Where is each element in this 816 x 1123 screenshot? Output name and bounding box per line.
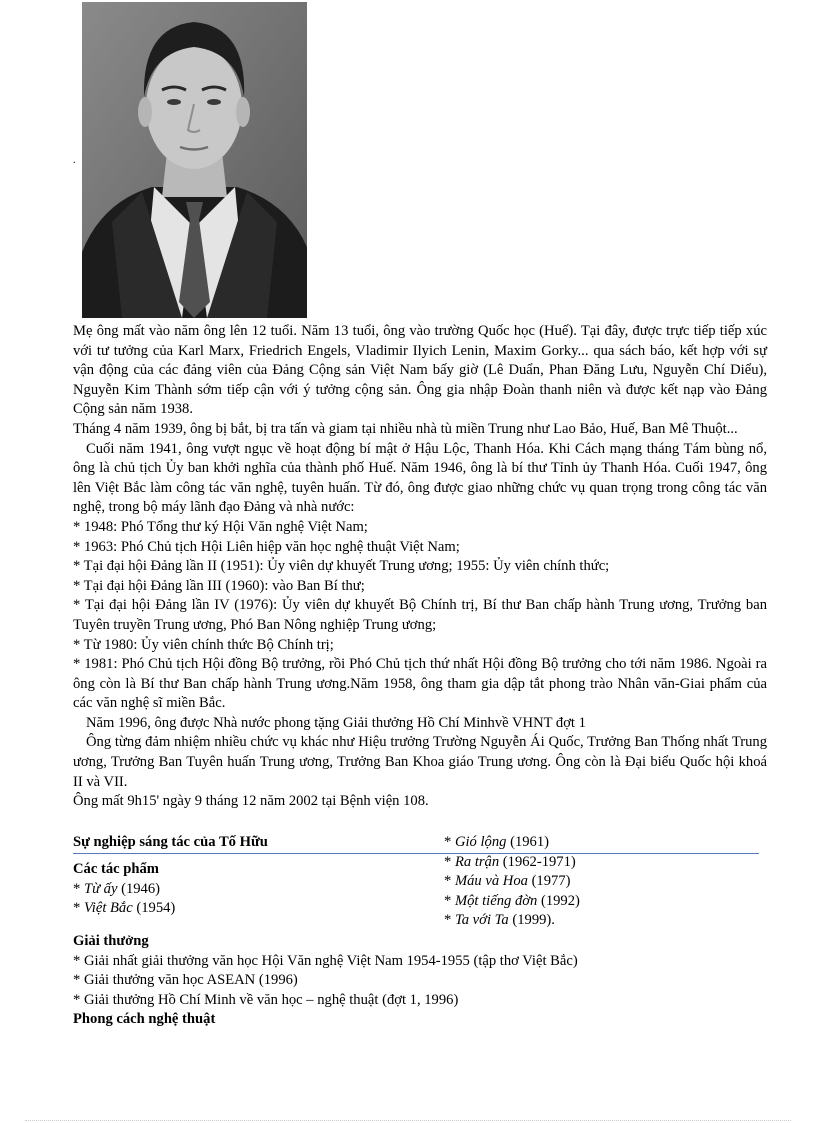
award-item: * Giải nhất giải thưởng văn học Hội Văn nghệ Việt Nam 1954-1955 (tập thơ Việt Bắc)	[73, 952, 578, 969]
list-item-1981: * 1981: Phó Chủ tịch Hội đồng Bộ trưởng, rồi Phó Chủ tịch thứ nhất Hội đồng Bộ trưởng cho tới năm 1986. Ngoài ra ông còn là Bí thư Ban chấp hành Trung ương.Năm 1958, ông tham gia dập tắt phong trào Nhân văn-Giai phẩm của các văn nghệ sĩ miền Bắc.	[73, 656, 767, 712]
list-item-congress-4: * Tại đại hội Đảng lần IV (1976): Ủy viên dự khuyết Bộ Chính trị, Bí thư Ban chấp hành Trung ương, Trưởng ban Tuyên truyền Trung ương, Phó Ban Nông nghiệp Trung ương;	[73, 597, 767, 633]
work-title: Việt Bắc	[83, 900, 133, 917]
portrait-photo	[82, 2, 307, 318]
awards-heading: Giải thưởng	[73, 933, 149, 949]
work-title: Một tiếng đờn	[454, 892, 538, 909]
work-title: Ra trận	[454, 853, 500, 870]
career-heading: Sự nghiệp sáng tác của Tố Hữu	[73, 834, 268, 850]
list-item-congress-3: * Tại đại hội Đảng lần III (1960): vào Ban Bí thư;	[73, 577, 365, 594]
list-item-1980: * Từ 1980: Ủy viên chính thức Bộ Chính trị;	[73, 636, 334, 653]
paragraph-1996-award: Năm 1996, ông được Nhà nước phong tặng Giải thưởng Hồ Chí Minhvề VHNT đợt 1	[86, 714, 586, 731]
work-item: * Việt Bắc (1954)	[73, 900, 176, 917]
paragraph-arrest: Tháng 4 năm 1939, ông bị bắt, bị tra tấn và giam tại nhiều nhà tù miền Trung như Lao Bảo, Huế, Ban Mê Thuột...	[73, 420, 738, 437]
works-left-column	[73, 860, 413, 919]
work-item: * Một tiếng đờn (1992)	[444, 892, 580, 909]
work-title: Gió lộng	[454, 834, 507, 850]
paragraph-early-life: Mẹ ông mất vào năm ông lên 12 tuổi. Năm 13 tuổi, ông vào trường Quốc học (Huế). Tại đây, được trực tiếp tiếp xúc với tư tưởng của Karl Marx, Friedrich Engels, Vladimir Ilyich Lenin, Maxim Gorky... qua sách báo, kết hợp với sự vận động của các đảng viên của Đảng Cộng sản Việt Nam bấy giờ (Lê Duẩn, Phan Đăng Lưu, Nguyễn Chí Diểu), Nguyễn Kim Thành sớm tiếp cận với ý tưởng cộng sản. Ông gia nhập Đoàn thanh niên và được kết nạp vào Đảng Cộng sản năm 1938.	[73, 323, 767, 418]
work-item: * Ra trận (1962-1971)	[444, 853, 576, 870]
work-item: * Máu và Hoa (1977)	[444, 873, 571, 890]
paragraph-death: Ông mất 9h15' ngày 9 tháng 12 năm 2002 tại Bệnh viện 108.	[73, 793, 429, 810]
work-item: * Ta với Ta (1999).	[444, 912, 555, 929]
list-item-1963: * 1963: Phó Chủ tịch Hội Liên hiệp văn học nghệ thuật Việt Nam;	[73, 538, 460, 555]
paragraph-positions: Ông từng đảm nhiệm nhiều chức vụ khác như Hiệu trưởng Trường Nguyễn Ái Quốc, Trưởng Ban Thống nhất Trung ương, Trưởng Ban Tuyên huấn Trung ương, Trưởng Ban Khoa giáo Trung ương. Ông còn là Đại biểu Quốc hội khoá II và VII.	[73, 734, 767, 790]
work-title: Từ ấy	[83, 880, 118, 897]
work-title: Ta với Ta	[454, 912, 509, 929]
page-bottom-rule	[25, 1120, 791, 1121]
style-heading: Phong cách nghệ thuật	[73, 1011, 216, 1028]
list-item-congress-2: * Tại đại hội Đảng lần II (1951): Ủy viên dự khuyết Trung ương; 1955: Ủy viên chính thức;	[73, 558, 610, 575]
biography-text	[73, 322, 767, 812]
stray-dot: .	[73, 155, 76, 166]
paragraph-revolution: Cuối năm 1941, ông vượt ngục về hoạt động bí mật ở Hậu Lộc, Thanh Hóa. Khi Cách mạng tháng Tám bùng nổ, ông là chủ tịch Ủy ban khởi nghĩa của thành phố Huế. Năm 1946, ông là bí thư Tỉnh ủy Thanh Hóa. Cuối 1947, ông lên Việt Bắc làm công tác văn nghệ, tuyên huấn. Từ đó, ông được giao những chức vụ quan trọng trong công tác văn nghệ, trong bộ máy lãnh đạo Đảng và nhà nước:	[73, 440, 767, 516]
work-item: * Từ ấy (1946)	[73, 880, 161, 897]
list-item-1948: * 1948: Phó Tổng thư ký Hội Văn nghệ Việt Nam;	[73, 518, 368, 535]
portrait-illustration	[82, 2, 307, 318]
work-title: Máu và Hoa	[454, 873, 528, 890]
works-heading: Các tác phẩm	[73, 861, 159, 877]
award-item: * Giải thưởng văn học ASEAN (1996)	[73, 972, 298, 989]
work-item: * Gió lộng (1961)	[444, 834, 549, 850]
works-right-column	[444, 833, 774, 931]
awards-section	[73, 932, 767, 1030]
award-item: * Giải thưởng Hồ Chí Minh về văn học – nghệ thuật (đợt 1, 1996)	[73, 991, 459, 1008]
